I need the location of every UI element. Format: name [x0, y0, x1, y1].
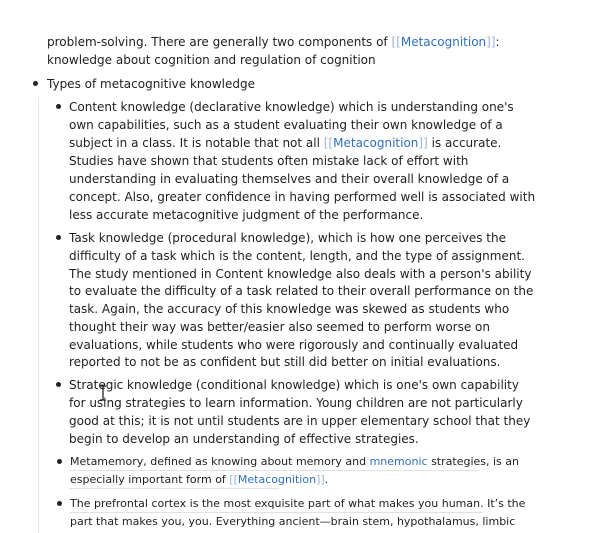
task-knowledge-line-6: thought their way was better/easier also seemed to perform worse on	[69, 320, 491, 334]
types-heading: Types of metacognitive knowledge	[47, 77, 256, 91]
task-knowledge-line-3: The study mentioned in Content knowledge also deals with a person's ability	[69, 267, 532, 281]
task-knowledge-line-7: evaluations, while students who were rigorously and continually evaluated	[69, 338, 519, 352]
metacognition-link-label: Metacognition	[237, 473, 317, 486]
strategic-knowledge-line-3: good at this; it is not until students are in upper elementary school that they	[69, 414, 531, 428]
task-knowledge-line-2: difficulty of a task which is the content, length, and the type of assignment.	[69, 249, 525, 263]
metamemory-line-1	[70, 453, 519, 471]
content-knowledge-line-4: Studies have shown that students often mistake lack of effort with	[69, 154, 469, 168]
task-knowledge-line-1: Task knowledge (procedural knowledge), which is how one perceives the	[69, 231, 506, 245]
intro-text: problem-solving. There are generally two components of	[47, 35, 392, 49]
metacognition-link[interactable]	[229, 473, 324, 486]
content-knowledge-line-5: understanding in evaluating themselves and their overall knowledge of a	[69, 172, 510, 186]
metamemory-text-end: strategies, is an	[427, 455, 519, 468]
intro-text-end: :	[495, 35, 500, 49]
link-bracket-open: [[	[323, 136, 334, 150]
list-bullet	[57, 459, 62, 464]
content-knowledge-line-2: own capabilities, such as a student evaluating their own knowledge of a	[69, 118, 503, 132]
content-knowledge-text-end: is accurate.	[427, 136, 502, 150]
task-knowledge-line-5: task. Again, the accuracy of this knowledge was skewed as students who	[69, 302, 510, 316]
strategic-knowledge-line-4: begin to develop an understanding of effective strategies.	[69, 432, 419, 446]
link-bracket-close: ]]	[316, 473, 325, 486]
prefrontal-line-2: part that makes you, you. Everything ancient—brain stem, hypothalamus, limbic	[70, 515, 516, 528]
metacognition-link-label: Metacognition	[400, 35, 487, 49]
list-bullet	[56, 104, 61, 109]
prefrontal-line-1: The prefrontal cortex is the most exquisite part of what makes you human. It’s the	[70, 497, 526, 510]
link-bracket-close: ]]	[418, 136, 428, 150]
mnemonic-link[interactable]: mnemonic	[369, 455, 428, 468]
link-bracket-open: [[	[229, 473, 238, 486]
content-knowledge-line-7: less accurate metacognitive judgment of the performance.	[69, 208, 424, 222]
task-knowledge-line-4: to evaluate the difficulty of a task related to their overall performance on the	[69, 284, 534, 298]
content-knowledge-line-3	[69, 134, 501, 152]
content-knowledge-line-1: Content knowledge (declarative knowledge) which is understanding one's	[69, 100, 514, 114]
metamemory-text: especially important form of	[70, 473, 230, 486]
metamemory-text: Metamemory, defined as knowing about memory and	[70, 455, 370, 468]
content-knowledge-text: subject in a class. It is notable that not all	[69, 136, 324, 150]
intro-line-1	[47, 33, 500, 51]
list-bullet	[56, 235, 61, 240]
list-bullet	[57, 501, 62, 506]
metamemory-line-2	[70, 471, 328, 489]
metacognition-link-label: Metacognition	[333, 136, 419, 150]
indent-guide	[38, 97, 39, 533]
task-knowledge-line-8: reported to not be as confident but still did better on initial evaluations.	[69, 355, 501, 369]
intro-line-2: knowledge about cognition and regulation of cognition	[47, 53, 376, 67]
list-bullet	[33, 81, 38, 86]
metacognition-link[interactable]	[324, 136, 428, 150]
strategic-knowledge-line-1: Strategic knowledge (conditional knowledge) which is one's own capability	[69, 378, 519, 392]
list-bullet	[56, 382, 61, 387]
link-bracket-open: [[	[391, 35, 401, 49]
text-cursor-icon	[98, 385, 108, 401]
metamemory-text-end: .	[324, 473, 329, 486]
block-underline	[69, 488, 279, 489]
metacognition-link[interactable]	[391, 35, 495, 49]
content-knowledge-line-6: concept. Also, greater confidence in having performed well is associated with	[69, 190, 536, 204]
link-bracket-close: ]]	[486, 35, 496, 49]
strategic-knowledge-line-2: for using strategies to learn information. Young children are not particularly	[69, 396, 523, 410]
